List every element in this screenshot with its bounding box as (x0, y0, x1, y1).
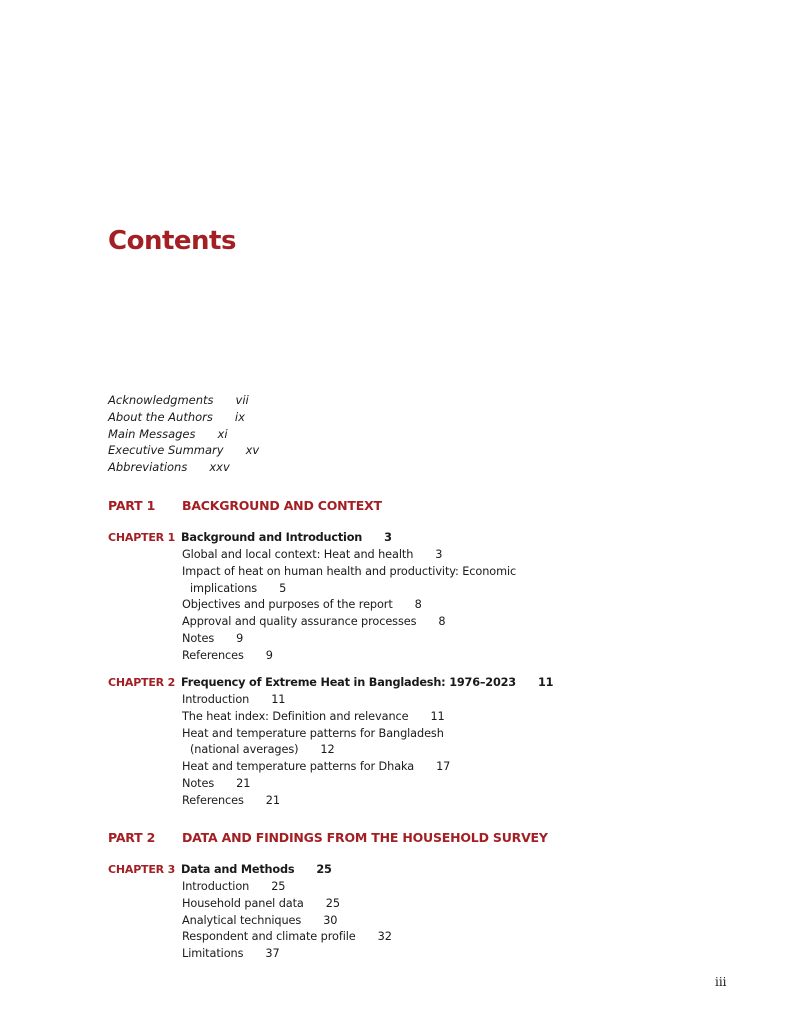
toc-entry-page: 5 (279, 581, 287, 595)
toc-entry-page: 11 (430, 709, 445, 723)
toc-entry-line (182, 929, 392, 946)
toc-entry-text: Approval and quality assurance processes (182, 615, 417, 629)
toc-entry-page: 21 (265, 793, 280, 807)
toc-entry[interactable] (182, 709, 450, 726)
chapter-title[interactable] (181, 863, 332, 876)
toc-entry-line (182, 547, 516, 564)
chapter-title-text: Data and Methods (181, 863, 295, 876)
front-matter-label: Acknowledgments (108, 393, 214, 407)
chapter-entries (182, 547, 516, 665)
front-matter-item[interactable] (108, 426, 259, 443)
front-matter-label: Executive Summary (108, 443, 224, 458)
front-matter-page: xxv (209, 460, 230, 475)
toc-entry-text: Respondent and climate profile (182, 930, 356, 944)
toc-entry-page: 21 (236, 776, 251, 790)
toc-entry-text: Heat and temperature patterns for Bangladesh (182, 726, 444, 740)
toc-entry[interactable] (182, 759, 450, 776)
toc-entry[interactable] (182, 776, 450, 793)
toc-entry[interactable] (182, 692, 450, 709)
toc-entry-line (182, 742, 450, 759)
toc-entry-page: 25 (271, 880, 286, 893)
front-matter-page: xv (245, 443, 260, 458)
chapter-label: CHAPTER 2 (108, 676, 176, 689)
front-matter-page: ix (234, 409, 245, 424)
toc-entry[interactable] (182, 929, 392, 946)
part-label: PART 2 (108, 830, 156, 845)
chapter-title-text: Background and Introduction (181, 531, 363, 544)
toc-entry-page: 37 (265, 947, 280, 961)
toc-entry-text: Introduction (182, 693, 250, 706)
toc-entry-line (182, 709, 450, 726)
toc-entry[interactable] (182, 564, 516, 598)
toc-entry-page: 11 (271, 693, 286, 706)
toc-entry[interactable] (182, 946, 392, 963)
toc-entry-line (182, 564, 516, 581)
toc-entry-text: References (182, 793, 244, 807)
toc-entry-line (182, 648, 516, 665)
front-matter-page: xi (217, 426, 228, 441)
toc-entry-text: Impact of heat on human health and productivity: Economic (182, 564, 517, 578)
toc-entry[interactable] (182, 547, 516, 564)
toc-entry-line (182, 759, 450, 776)
chapter-page: 3 (384, 531, 392, 544)
part-title[interactable]: BACKGROUND AND CONTEXT (182, 498, 382, 513)
toc-entry-page: 12 (320, 743, 335, 757)
toc-entry[interactable] (182, 597, 516, 614)
toc-entry[interactable] (182, 913, 392, 930)
toc-entry-line (182, 946, 392, 963)
toc-entry[interactable] (182, 793, 450, 810)
toc-entry-text: The heat index: Definition and relevance (182, 709, 409, 723)
toc-entry-page: 30 (323, 913, 338, 927)
toc-entry-line (182, 793, 450, 810)
toc-entry-text: (national averages) (190, 743, 299, 757)
toc-entry-text: Global and local context: Heat and health (182, 548, 414, 561)
chapter-title[interactable] (181, 531, 392, 544)
toc-entry-text: Heat and temperature patterns for Dhaka (182, 760, 415, 774)
toc-entry-page: 9 (265, 648, 273, 662)
toc-entry-line (182, 913, 392, 930)
front-matter-item[interactable] (108, 392, 259, 409)
toc-entry-text: Notes (182, 776, 215, 790)
toc-entry[interactable] (182, 879, 392, 896)
toc-entry-page: 17 (436, 760, 451, 774)
toc-entry[interactable] (182, 631, 516, 648)
front-matter-item[interactable] (108, 442, 259, 459)
toc-entry-text: Introduction (182, 880, 250, 893)
toc-entry-line (182, 726, 450, 743)
chapter-page: 11 (537, 676, 554, 689)
chapter-entries (182, 692, 450, 810)
chapter-page: 25 (316, 863, 332, 876)
front-matter-item[interactable] (108, 409, 259, 426)
toc-entry-line (182, 776, 450, 793)
front-matter-item[interactable] (108, 459, 259, 476)
toc-entry-text: implications (190, 581, 258, 595)
toc-entry-page: 3 (435, 548, 443, 561)
front-matter-page: vii (235, 393, 249, 407)
chapter-label: CHAPTER 1 (108, 531, 176, 544)
part-title[interactable]: DATA AND FINDINGS FROM THE HOUSEHOLD SURVEY (182, 830, 548, 845)
toc-entry-page: 8 (438, 615, 446, 629)
chapter-title[interactable] (181, 676, 553, 689)
toc-entry-line (182, 896, 392, 913)
toc-entry-text: Household panel data (182, 896, 304, 910)
toc-entry-line (182, 597, 516, 614)
toc-entry-text: Limitations (182, 947, 244, 961)
toc-entry-line (182, 692, 450, 709)
toc-entry-text: References (182, 648, 244, 662)
toc-entry-page: 8 (414, 598, 422, 612)
chapter-entries (182, 879, 392, 963)
toc-entry-page: 32 (377, 930, 392, 944)
toc-entry[interactable] (182, 726, 450, 760)
page-number: iii (715, 975, 727, 989)
front-matter-label: Main Messages (108, 426, 196, 441)
front-matter-label: Abbreviations (108, 460, 188, 475)
toc-entry-text: Notes (182, 631, 215, 645)
part-label: PART 1 (108, 498, 156, 513)
toc-entry-line (182, 879, 392, 896)
toc-entry-text: Analytical techniques (182, 913, 302, 927)
chapter-title-text: Frequency of Extreme Heat in Bangladesh: 1976–2023 (181, 676, 516, 689)
toc-entry-page: 9 (236, 631, 244, 645)
toc-entry[interactable] (182, 614, 516, 631)
toc-entry-text: Objectives and purposes of the report (182, 598, 393, 612)
chapter-label: CHAPTER 3 (108, 863, 176, 876)
page-title: Contents (108, 226, 236, 256)
toc-entry[interactable] (182, 896, 392, 913)
toc-entry-line (182, 581, 516, 598)
toc-entry[interactable] (182, 648, 516, 665)
front-matter-list (108, 392, 259, 476)
toc-entry-page: 25 (325, 896, 340, 910)
toc-entry-line (182, 614, 516, 631)
front-matter-label: About the Authors (108, 409, 213, 424)
toc-entry-line (182, 631, 516, 648)
